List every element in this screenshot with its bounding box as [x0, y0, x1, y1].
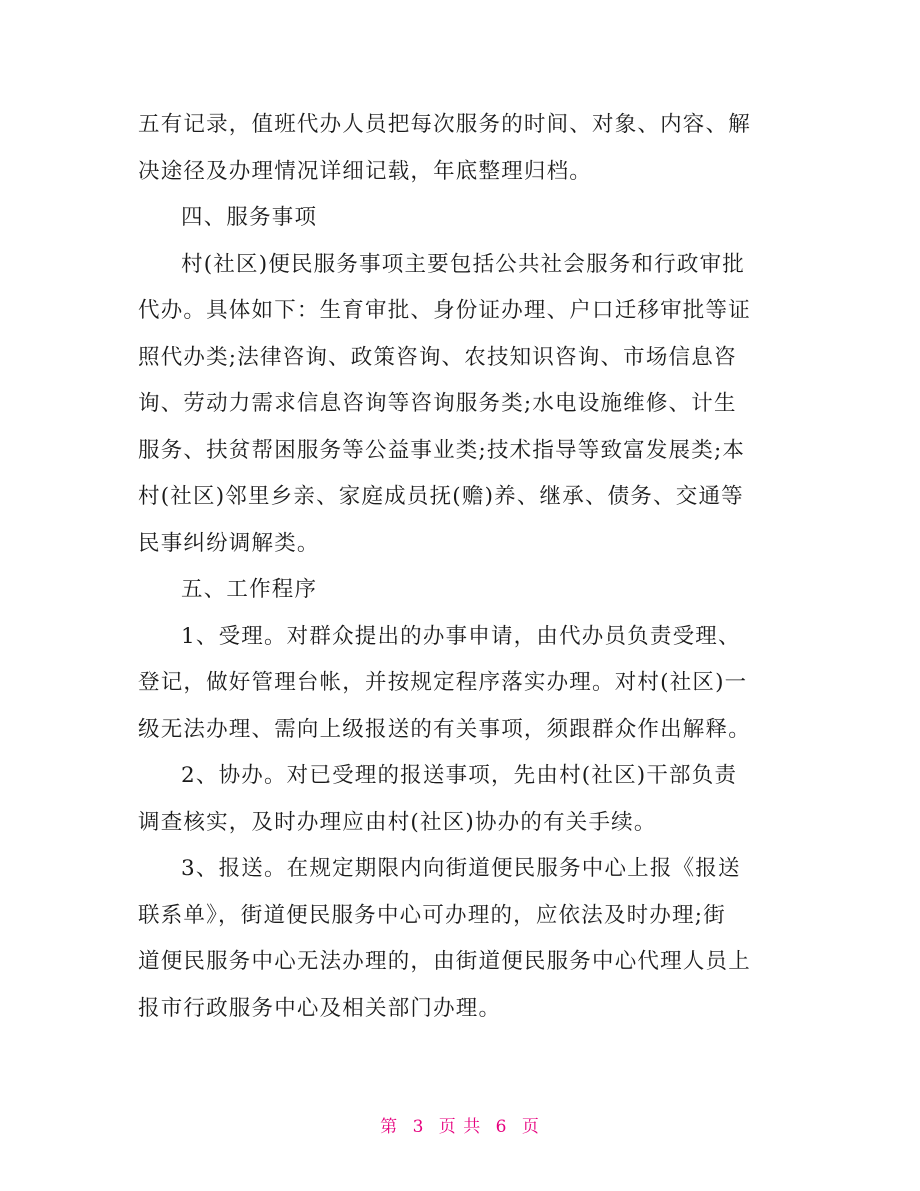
text-line: 1、受理。对群众提出的办事申请，由代办员负责受理、	[181, 623, 741, 649]
document-body	[138, 102, 788, 1032]
text-line: 调查核实，及时办理应由村(社区)协办的有关手续。	[138, 809, 657, 835]
text-line: 决途径及办理情况详细记载，年底整理归档。	[138, 158, 593, 184]
footer-prefix: 第	[380, 1117, 399, 1137]
text-line: 询、劳动力需求信息咨询等咨询服务类;水电设施维修、计生	[138, 391, 737, 416]
text-line: 报市行政服务中心及相关部门办理。	[138, 995, 502, 1021]
text-line: 联系单》，街道便民服务中心可办理的，应依法及时办理;街	[138, 902, 726, 928]
text-line: 民事纠纷调解类。	[138, 530, 320, 556]
text-line: 2、协办。对已受理的报送事项，先由村(社区)干部负责	[181, 763, 738, 788]
text-line: 代办。具体如下：生育审批、身份证办理、户口迁移审批等证	[138, 298, 751, 323]
text-line: 登记，做好管理台帐，并按规定程序落实办理。对村(社区)一	[138, 670, 748, 695]
section-heading: 四、服务事项	[181, 205, 318, 230]
text-line: 村(社区)邻里乡亲、家庭成员抚(赡)养、继承、债务、交通等	[138, 484, 744, 509]
text-line: 道便民服务中心无法办理的，由街道便民服务中心代理人员上	[138, 949, 751, 974]
text-line: 3、报送。在规定期限内向街道便民服务中心上报《报送	[181, 856, 741, 881]
text-line: 村(社区)便民服务事项主要包括公共社会服务和行政审批	[181, 251, 745, 277]
text-line: 五有记录，值班代办人员把每次服务的时间、对象、内容、解	[138, 112, 751, 137]
section-heading: 五、工作程序	[181, 577, 318, 602]
footer-suffix: 页	[521, 1117, 540, 1137]
page-number-footer	[0, 1112, 920, 1137]
current-page-number: 3	[412, 1117, 425, 1137]
text-line: 照代办类;法律咨询、政策咨询、农技知识咨询、市场信息咨	[138, 344, 737, 370]
text-line: 服务、扶贫帮困服务等公益事业类;技术指导等致富发展类;本	[138, 437, 746, 463]
text-line: 级无法办理、需向上级报送的有关事项，须跟群众作出解释。	[138, 716, 751, 742]
total-page-count: 6	[495, 1117, 508, 1137]
footer-middle: 页 共	[438, 1117, 482, 1137]
